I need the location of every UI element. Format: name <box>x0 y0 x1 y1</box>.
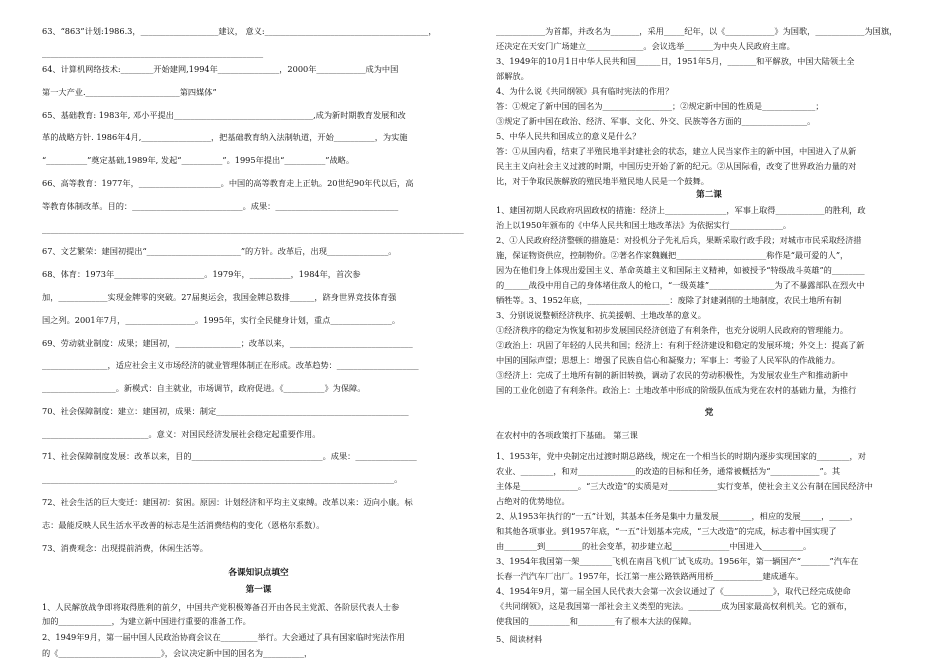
text-line: 67、文艺繁荣：建国初提出“_______________________”的方针。改革后，出现_______________。 <box>42 246 397 256</box>
text-line: 63、“863”计划:1986.3，___________________建议， 意义:________________________________________， <box>42 26 437 36</box>
text-line: 5、中华人民共和国成立的意义是什么？ <box>496 131 641 141</box>
section-title: 各课知识点填空 <box>228 568 289 578</box>
text-line: 革的战略方针. 1986年4月,_________________，把基础教育纳入法制轨道，开始__________，为实施 <box>42 132 408 142</box>
text-line: 治上以1950年颁布的《中华人民共和国土地改革法》为依据实行_____________。 <box>496 220 792 230</box>
text-line: 民主主义向社会主义过渡的时期，中国历史开始了新的纪元。②从国际看，改变了世界政治力量的对 <box>496 161 857 171</box>
text-line: 答：①规定了新中国的国名为_________________；②规定新中国的性质是_____________； <box>496 101 824 111</box>
text-line: 施，保证物资供应，控制物价。②著名作家魏巍把______________________称作是“最可爱的人”， <box>496 250 849 260</box>
text-line: 因为在他们身上体现出爱国主义、革命英雄主义和国际主义精神，如被授予“特级战斗英雄”的________ <box>496 265 865 275</box>
text-line: 占绝对的优势地位。 <box>496 496 570 506</box>
text-line: 主体是______________。“三大改造”的实质是对____________实行变革，使社会主义公有制在国民经济中 <box>496 481 873 491</box>
text-line: 2、1949年9月，第一届中国人民政治协商会议在_________举行。大会通过了具有国家临时宪法作用 <box>42 632 405 642</box>
text-line: 使我国的__________和_________有了根本大法的保障。 <box>496 616 697 626</box>
text-line: 3、1954年我国第一架________飞机在南昌飞机厂试飞成功。1956年，第一辆国产“_______”汽车在 <box>496 556 859 566</box>
text-line: ②政治上：巩固了年轻的人民共和国；经济上：有利于经济建设和稳定的发展环境；外交上：提高了新 <box>496 340 865 350</box>
text-line: ③经济上：完成了土地所有制的新旧转换，调动了农民的劳动积极性，为发展农业生产和推动新中 <box>496 370 849 380</box>
text-line: 答：①从国内看，结束了半殖民地半封建社会的状态，建立人民当家作主的新中国，中国进入了从新 <box>496 146 857 156</box>
text-line: 3、1949年的10月1日中华人民共和国______日，1951年5月，_______和平解放，中国大陆领土全 <box>496 56 855 66</box>
text-line: 加，____________实现金牌零的突破。27届奥运会，我国金牌总数排______，跻身世界竞技体育强 <box>42 292 397 302</box>
text-line: 农业、________，和对______________的改造的目标和任务，通常被概括为“____________”。其 <box>496 466 841 476</box>
text-line: 的《_________________________》，会议决定新中国的国名为__________， <box>42 648 313 658</box>
text-line: 69、劳动就业制度：成果；建国初，________________；改革以来，______________________________ <box>42 338 413 348</box>
text-line: 牺牲等。3、1952年底，____________________：废除了封建剥削的土地制度，农民土地所有制 <box>496 295 842 305</box>
text-line: __________________________。意义：对国民经济发展社会稳定起重要作用。 <box>42 429 321 439</box>
text-line: 国的工业化创造了有利条件。政治上：土地改革中形成的阶级队伍成为党在农村的基础力量，为推行 <box>496 385 857 395</box>
text-line: 66、高等教育：1977年，____________________。中国的高等教育走上正轨。20世纪90年代以后，高 <box>42 178 414 188</box>
text-line: 2、①人民政府经济整顿的措施是：对投机分子先礼后兵，果断采取行政手段；对城市市民采取经济措 <box>496 235 862 245</box>
text-line: ____________为首都，并改名为_______，采用_____纪年，以《____________》为国歌，____________为国旗， <box>496 26 898 36</box>
lesson-heading: 第一课 <box>245 585 272 595</box>
text-line: 加的_____________，为建立新中国进行重要的准备工作。 <box>42 616 251 626</box>
text-line: 还决定在天安门广场建立______________。会议选举_______为中央人民政府主席。 <box>496 41 795 51</box>
text-line: 68、体育：1973年______________________。1979年，__________，1984年，首次参 <box>42 269 361 279</box>
text-line: 1、人民解放战争即将取得胜利的前夕，中国共产党积极筹备召开由各民主党派、各阶层代表人士参 <box>42 602 400 612</box>
text-line: 国之列。2001年7月，_________________。1995年，实行全民健身计划，重点_______________。 <box>42 315 401 325</box>
text-line: ______________________________________________________________________________________。 <box>42 474 403 484</box>
text-line: 由________到_________的社会变革，初步建立起______________中国进入__________。 <box>496 541 812 551</box>
text-line: 72、社会生活的巨大变迁：建国初：贫困。原因：计划经济和平均主义束缚。改革以来：迈向小康。标 <box>42 497 413 507</box>
text-line: 部解放。 <box>496 71 529 81</box>
text-line: 5、阅读材料 <box>496 634 543 644</box>
text-line: 在农村中的各项政策打下基础。 第三课 <box>496 430 638 440</box>
text-line: 《共同纲领》，这是我国第一部社会主义类型的宪法。________成为国家最高权利机关。它的颁布， <box>496 601 853 611</box>
text-line: 64、计算机网络技术:________开始建网,1994年_______________，2000年____________成为中国 <box>42 64 399 74</box>
text-line: 中国的国际声望；思想上：增强了民族自信心和凝聚力；军事上：考验了人民军队的作战能力。 <box>496 355 840 365</box>
text-line: 73、消费观念：出现提前消费，休闲生活等。 <box>42 543 208 553</box>
text-line: 比，对于争取民族解放的殖民地半殖民地人民是一个鼓舞。 <box>496 176 709 186</box>
text-line: 1、建国初期人民政府巩固政权的措施：经济上_______________，军事上取得____________的胜利，政 <box>496 205 866 215</box>
text-line: __________________。新模式：自主就业，市场调节，政府促进。《__________》为保障。 <box>42 383 366 393</box>
text-line: 3、分别说说整顿经济秩序、抗美援朝、土地改革的意义。 <box>496 310 706 320</box>
text-line: ③规定了新中国在政治、经济、军事、文化、外交、民族等各方面的________________。 <box>496 116 816 126</box>
text-line: 2、从1953年执行的“一五”计划，其基本任务是集中力量发展________，相应的发展_____，_____， <box>496 511 858 521</box>
text-line: 长春一汽汽车厂出厂。1957年，长江第一座公路铁路两用桥____________建成通车。 <box>496 571 804 581</box>
text-line: 党 <box>704 408 714 418</box>
text-line: 65、基础教育: 1983年, 邓小平提出__________________________________,成为新时期教育发展和改 <box>42 110 406 120</box>
text-line: ________________，适应社会主义市场经济的就业管理体制正在形成。改革趋势：____________________ <box>42 360 419 370</box>
text-line: 的______战役中用自己的身体堵住敌人的枪口，“一级英雄”________________为了不暴露部队在烈火中 <box>496 280 865 290</box>
text-line: 志：最能反映人民生活水平改善的标志是生活消费结构的变化（恩格尔系数）。 <box>42 520 325 530</box>
text-line: 4、1954年9月，第一届全国人民代表大会第一次会议通过了《____________》，取代已经完成使命 <box>496 586 851 596</box>
text-line: 第一大产业._______________________第四媒体” <box>42 87 217 97</box>
text-line: 等教育体制改革。目的：___________________________。成果：______________________________ <box>42 201 399 211</box>
lesson-heading: 第二课 <box>696 190 722 200</box>
text-line: 71、社会保障制度发展：改革以来，目的________________________________。成果：_______________ <box>42 451 417 461</box>
text-line: _______________________________________________________________________________________________________ <box>42 224 464 234</box>
text-line: 和其他各项事业。到1957年底，“一五”计划基本完成，“三大改造”的完成，标志着中国实现了 <box>496 526 837 536</box>
text-line: 1、1953年，党中央制定出过渡时期总路线，规定在一个相当长的时期内逐步实现国家的________，对 <box>496 451 866 461</box>
text-line: ①经济秩序的稳定为恢复和初步发展国民经济创造了有利条件，也充分说明人民政府的管理能力。 <box>496 325 849 335</box>
text-line: 70、社会保障制度：建立：建国初，成果：制定_______________________________________________ <box>42 406 409 416</box>
text-line: 4、为什么说《共同纲领》具有临时宪法的作用？ <box>496 86 674 96</box>
text-line: ______________________________________________________ <box>42 48 264 58</box>
text-line: “__________”奠定基础,1989年, 发起“__________”。1995年提出“__________”战略。 <box>42 155 355 165</box>
